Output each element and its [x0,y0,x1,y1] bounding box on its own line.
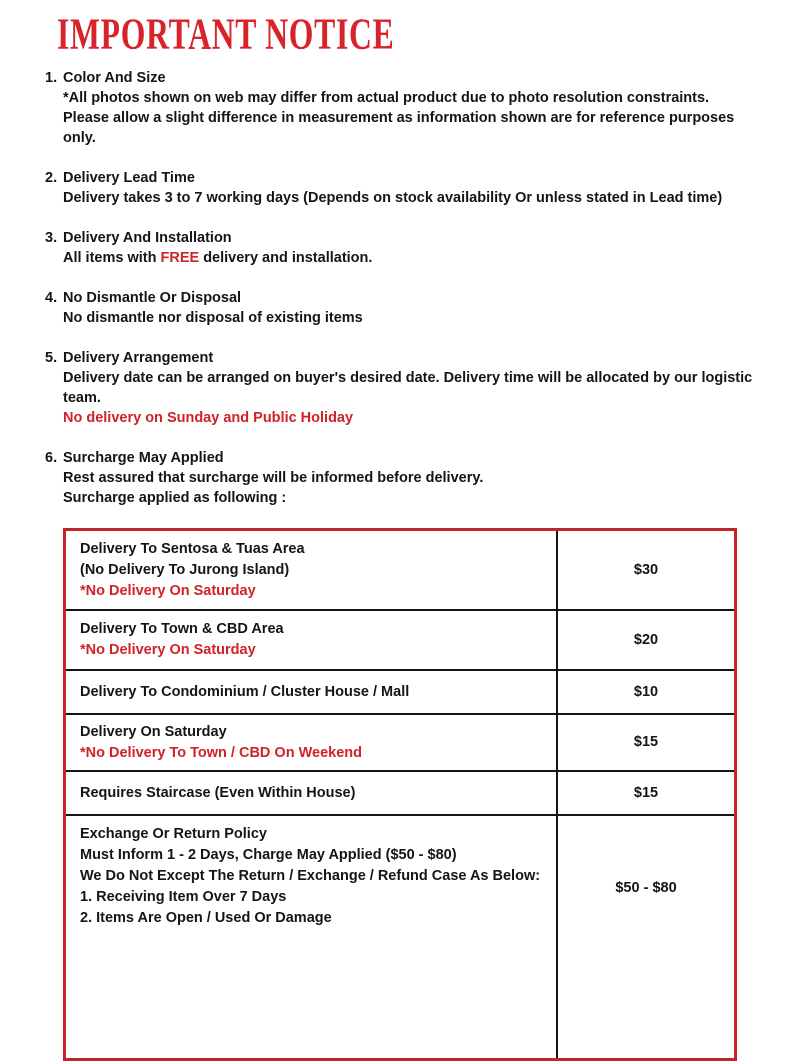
surcharge-description-cell [65,815,558,1060]
notice-number: 5. [45,350,58,366]
notice-item-surcharge-may-applied [45,448,800,508]
surcharge-line: Delivery To Condominium / Cluster House / Mall [80,683,410,700]
notice-list [45,68,800,508]
surcharge-line: Must Inform 1 - 2 Days, Charge May Applied ($50 - $80) [80,847,457,863]
surcharge-line: 2. Items Are Open / Used Or Damage [80,910,332,926]
price-cell: $20 [557,610,736,670]
table-row [65,670,736,714]
notice-line: team. [63,390,101,406]
notice-number: 4. [45,290,58,306]
surcharge-line: We Do Not Except The Return / Exchange / Refund Case As Below: [80,868,541,884]
surcharge-description-cell [65,771,558,815]
notice-number: 1. [45,70,58,86]
notice-item-delivery-arrangement [45,348,800,428]
notice-heading: Color And Size [63,70,166,86]
notice-number: 2. [45,170,58,186]
surcharge-line: Exchange Or Return Policy [80,826,267,842]
notice-heading: Delivery Arrangement [63,350,214,366]
notice-item-delivery-lead-time [45,168,800,208]
notice-line: only. [63,130,96,146]
notice-heading: Surcharge May Applied [63,450,224,466]
notice-number: 6. [45,450,58,466]
table-row [65,815,736,1060]
notice-line: No dismantle nor disposal of existing items [63,310,363,326]
notice-document [0,8,800,926]
surcharge-line: (No Delivery To Jurong Island) [80,561,290,578]
table-row [65,714,736,771]
surcharge-description-cell [65,610,558,670]
surcharge-line: 1. Receiving Item Over 7 Days [80,889,287,905]
notice-item-delivery-and-installation [45,228,800,268]
surcharge-line: Delivery On Saturday [80,723,227,740]
page-title: IMPORTANT NOTICE [57,8,395,59]
notice-heading: No Dismantle Or Disposal [63,290,242,306]
price-cell: $15 [557,714,736,771]
price-cell: $10 [557,670,736,714]
table-row [65,530,736,611]
price-cell: $50 - $80 [557,815,736,1060]
notice-line: Please allow a slight difference in measurement as information shown are for reference purposes [63,110,735,126]
price-cell: $30 [557,530,736,611]
notice-line: Surcharge applied as following : [63,490,287,506]
surcharge-line: Requires Staircase (Even Within House) [80,784,356,801]
free-highlight: FREE [160,250,200,266]
surcharge-description-cell [65,714,558,771]
surcharge-description-cell [65,670,558,714]
notice-item-color-and-size [45,68,800,148]
notice-item-no-dismantle-or-disposal [45,288,800,328]
table-row [65,610,736,670]
surcharge-table [63,528,737,1061]
notice-heading: Delivery Lead Time [63,170,195,186]
notice-line: Delivery takes 3 to 7 working days (Depends on stock availability Or unless stated in Lead time) [63,190,723,206]
surcharge-red-line: *No Delivery On Saturday [80,642,256,658]
price-cell: $15 [557,771,736,815]
notice-line: *All photos shown on web may differ from actual product due to photo resolution constraints. [63,90,710,106]
notice-red-line: No delivery on Sunday and Public Holiday [63,410,354,426]
surcharge-line: Delivery To Sentosa & Tuas Area [80,540,305,557]
notice-line: Delivery date can be arranged on buyer's desired date. Delivery time will be allocated by our logistic [63,370,753,386]
surcharge-line: Delivery To Town & CBD Area [80,621,284,637]
notice-number: 3. [45,230,58,246]
notice-line: Rest assured that surcharge will be informed before delivery. [63,470,484,486]
table-row [65,771,736,815]
surcharge-red-line: *No Delivery To Town / CBD On Weekend [80,744,362,761]
surcharge-red-line: *No Delivery On Saturday [80,582,256,599]
notice-line: All items with FREE delivery and installation. [63,250,373,266]
surcharge-description-cell [65,530,558,611]
notice-heading: Delivery And Installation [63,230,232,246]
